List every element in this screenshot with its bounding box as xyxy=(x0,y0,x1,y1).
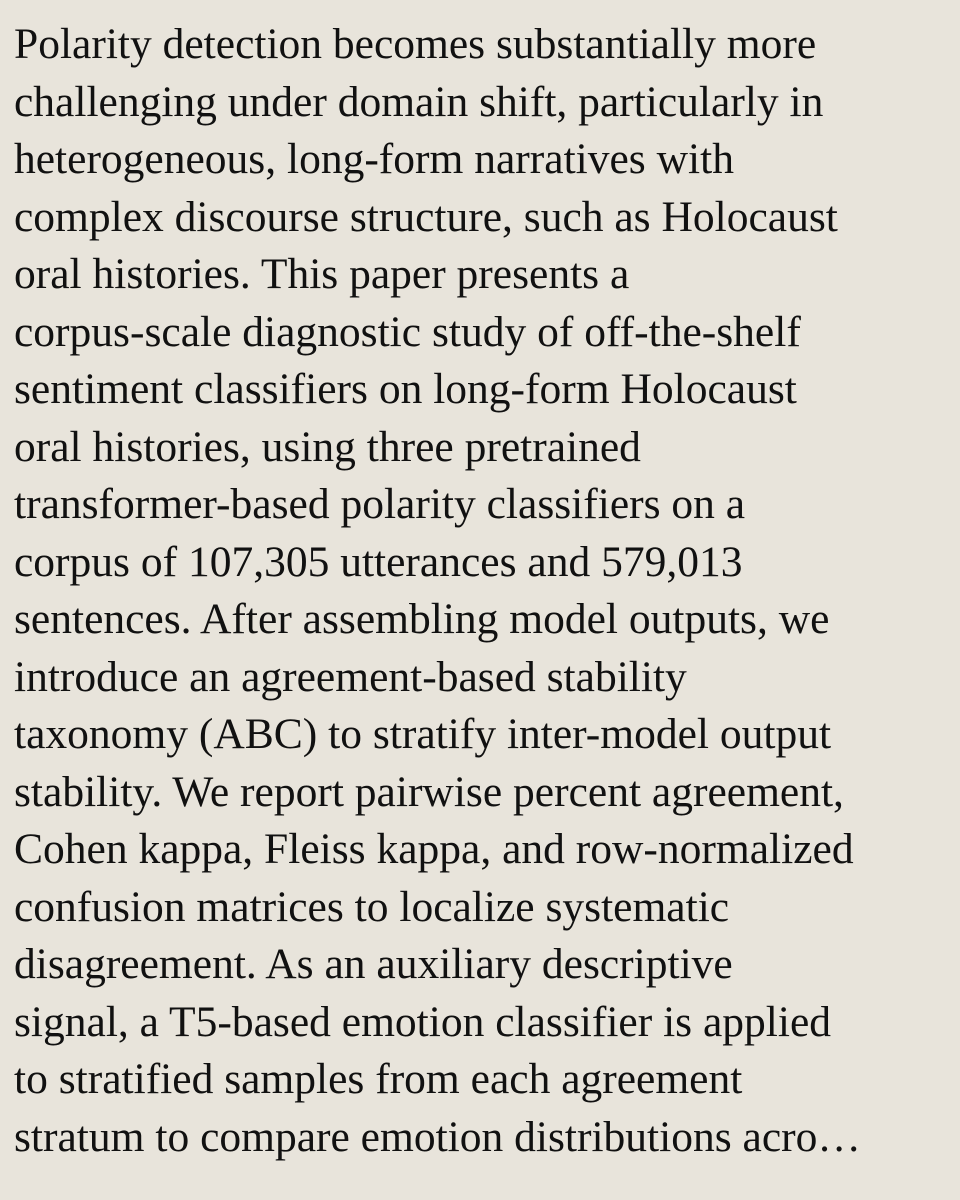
text-line: signal, a T5-based emotion classifier is applied xyxy=(14,997,832,1046)
text-line: disagreement. As an auxiliary descriptive xyxy=(14,940,733,988)
text-line: corpus of 107,305 utterances and 579,013 xyxy=(14,537,743,586)
text-line: to stratified samples from each agreement xyxy=(14,1055,743,1103)
text-line: complex discourse structure, such as Holocaust xyxy=(14,192,838,241)
abstract-text-block xyxy=(14,16,954,1166)
text-line: oral histories. This paper presents a xyxy=(14,250,630,298)
text-line: corpus-scale diagnostic study of off-the-shelf xyxy=(14,307,801,356)
text-line: introduce an agreement-based stability xyxy=(14,652,687,701)
text-line: Polarity detection becomes substantially more xyxy=(14,20,817,68)
text-line: sentences. After assembling model outputs, we xyxy=(14,595,830,643)
text-line: Cohen kappa, Fleiss kappa, and row-normalized xyxy=(14,825,854,873)
text-line-truncated: stratum to compare emotion distributions acro… xyxy=(14,1112,861,1161)
text-line: oral histories, using three pretrained xyxy=(14,422,641,471)
text-line: challenging under domain shift, particularly in xyxy=(14,77,824,126)
text-line: confusion matrices to localize systematic xyxy=(14,882,730,931)
text-line: stability. We report pairwise percent agreement, xyxy=(14,767,844,816)
text-line: transformer-based polarity classifiers on a xyxy=(14,480,746,528)
text-line: sentiment classifiers on long-form Holocaust xyxy=(14,365,797,413)
text-line: heterogeneous, long-form narratives with xyxy=(14,135,734,183)
text-line: taxonomy (ABC) to stratify inter-model output xyxy=(14,710,832,758)
